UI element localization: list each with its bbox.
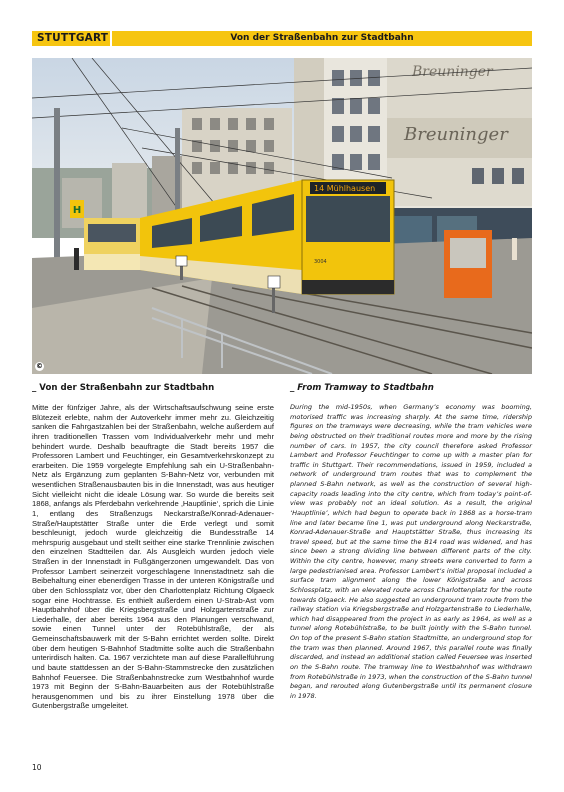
- english-heading: _ From Tramway to Stadtbahn: [290, 383, 434, 393]
- english-text-column: [290, 383, 532, 701]
- shop-sign-lower: Breuninger: [404, 124, 508, 145]
- tram-photo-illustration: [32, 58, 532, 374]
- page-number: 10: [32, 763, 42, 772]
- german-text-column: [32, 383, 274, 711]
- stop-sign: H: [72, 205, 82, 216]
- tram-photo: [32, 58, 532, 374]
- english-body: During the mid-1950s, when Germany’s economy was booming, motorised traffic was increasing sharply. At the same time, ridership figures on the tramways were decreasing, while the tram vehicles were being obstructed on their traditional routes more and more by the rising number of cars. In 1957, the city council therefore asked Professor Lambert and Professor Feuchtinger to come up with a master plan for traffic in Stuttgart. Their recommendations, issued in 1959, included a network of underground tram routes that was to complement the planned S-Bahn network, as well as the construction of several high-capacity roads leading into the city centre, which from today’s point-of-view was probably not an ideal solution. As a result, the original ‘Hauptlinie’, which had begun to operate back in 1868 as a horse-tram line and later became line 1, was put underground along Neckarstraße, Konrad-Adenauer-Straße and Hauptstätter Straße, thus increasing its travel speed, but at the same time the B14 road was widened, and has since been a strong dividing line between different parts of the city. Within the city centre, however, many streets were converted to form a large pedestrianised area. Professor Lambert’s initial proposal included a surface tram alignment along the lower Königstraße and across Schlossplatz, with an elevated route across Charlottenplatz for the route towards Olgaeck. He also suggested an underground tram route from the railway station via Kriegsbergstraße and Holzgartenstraße to Liederhalle, which had disappeared from the project in as early as 1964, as well as a tunnel along Rotebühlstraße, to be built jointly with the S-Bahn tunnel. On top of the present S-Bahn station Stadtmitte, an underground stop for the tram was then planned. Around 1967, this parallel route was finally discarded, and instead an additional station called Feuersee was inserted on the S-Bahn route. The tramway line to Westbahnhof was withdrawn from Rotebühlstraße in 1973, when the construction of the S-Bahn tunnel began, and rerouted along Gutenbergstraße until its permanent closure in 1978.: [290, 403, 532, 700]
- german-body: Mitte der fünfziger Jahre, als der Wirtschaftsaufschwung seine erste Blütezeit erlebte, nahm der Autoverkehr immer mehr zu. Gleichzeitig sanken die Fahrgastzahlen bei der Straßenbahn, welche außerdem auf ihren traditionellen Trassen vom Individualverkehr mehr und mehr behindert wurde. Deshalb beauftragte die Stadt bereits 1957 die Professoren Lambert und Feuchtinger, ein Gesamtverkehrskonzept zu erarbeiten. Die 1959 vorgelegte Empfehlung sah ein U-Straßenbahn-Netz als Ergänzung zum geplanten S-Bahn-Netz vor, verbunden mit wesentlichen Straßenausbauten bis in die Innenstadt, was aus heutiger Sicht vielleicht nicht die ideale Lösung war. So wurde die bereits seit 1868, anfangs als Pferdebahn verkehrende ‚Hauptlinie‘, sprich die Linie 1, entlang des Straßenzugs Neckarstraße/Konrad-Adenauer-Straße/Hauptstätter Straße unter die Erde verlegt und somit beschleunigt, jedoch wurde gleichzeitig die Bundesstraße 14 mehrspurig ausgebaut und stellt seither eine starke Trennlinie zwischen den einzelnen Stadtteilen dar. Als Ausgleich wurden jedoch viele Straßen in der Innenstadt in Fußgängerzonen umgewandelt. Das von Professor Lambert seinerzeit vorgeschlagene Innenstadtnetz sah die Beibehaltung einer ebenerdigen Trasse in der unteren Königstraße und über den Schlossplatz vor, über den Charlottenplatz Richtung Olgaeck sogar eine Hochtrasse. Es enthielt außerdem einen U-Strab-Ast vom Hauptbahnhof über die Kriegsbergstraße und Holzgartenstraße zur Liederhalle, der aber bereits 1964 aus den Planungen verschwand, sowie einen Tunnel unter der Rotebühlstraße, der als Gemeinschaftsbauwerk mit der S-Bahn errichtet werden sollte. Direkt über dem heutigen S-Bahnhof Stadtmitte sollte auch die Straßenbahn unterirdisch halten. Ca. 1967 verzichtete man auf diese Parallelführung und baute stattdessen an der S-Bahn-Stammstrecke den zusätzlichen Bahnhof Feuersee. Die Straßenbahnstrecke zum Westbahnhof wurde 1973 mit Beginn der S-Bahn-Bauarbeiten aus der Rotebühlstraße herausgenommen und bis zu ihrer Einstellung 1978 über die Gutenbergstraße umgeleitet.: [32, 403, 274, 711]
- page-title: Von der Straßenbahn zur Stadtbahn: [112, 31, 532, 46]
- tram-destination-display: 14 Mühlhausen: [314, 184, 376, 193]
- german-heading: _ Von der Straßenbahn zur Stadtbahn: [32, 383, 215, 393]
- tram-number: 3004: [314, 259, 327, 265]
- copyright-mark: ©: [36, 362, 43, 370]
- shop-sign-upper: Breuninger: [412, 64, 493, 80]
- section-label-city: STUTTGART: [32, 31, 110, 46]
